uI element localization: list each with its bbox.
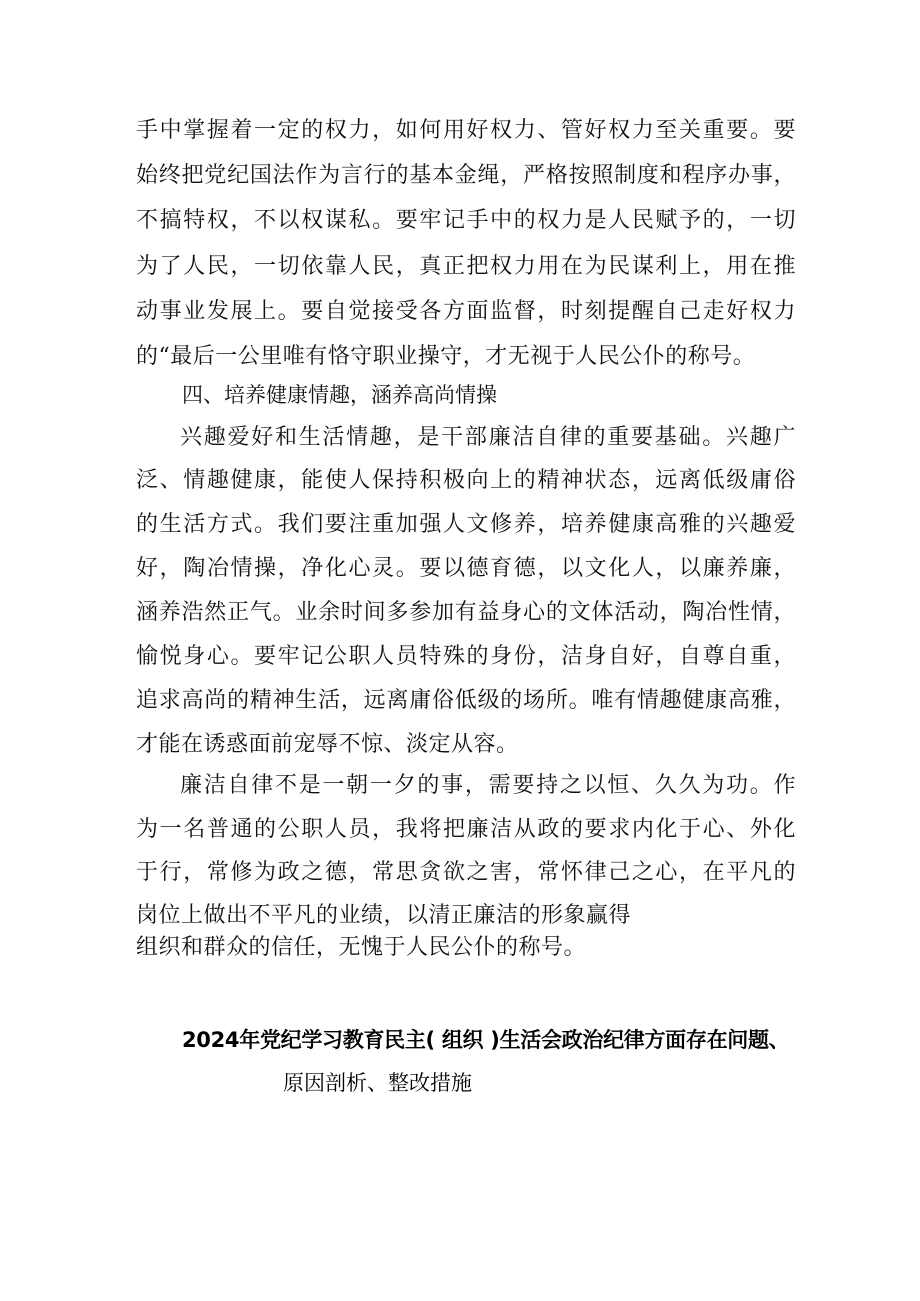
text-line: 为了人民，一切依靠人民，真正把权力用在为民谋利上，用在推 bbox=[136, 254, 796, 279]
text-line: 涵养浩然正气。业余时间多参加有益身心的文体活动，陶冶性情， bbox=[136, 600, 796, 625]
text-line: 的“最后一公里唯有恪守职业操守，才无视于人民公仆的称号。 bbox=[136, 344, 756, 369]
text-line: 追求高尚的精神生活，远离庸俗低级的场所。唯有情趣健康高雅， bbox=[136, 688, 796, 713]
text-line: 才能在诱惑面前宠辱不惊、淡定从容。 bbox=[136, 732, 519, 757]
text-line: 的生活方式。我们要注重加强人文修养，培养健康高雅的兴趣爱 bbox=[136, 512, 796, 537]
text-line: 好，陶冶情操，净化心灵。要以德育德，以文化人，以廉养廉， bbox=[136, 556, 796, 581]
text-line: 始终把党纪国法作为言行的基本金绳，严格按照制度和程序办事， bbox=[136, 163, 796, 188]
text-line: 手中掌握着一定的权力，如何用好权力、管好权力至关重要。要 bbox=[136, 118, 796, 143]
text-line: 为一名普通的公职人员，我将把廉洁从政的要求内化于心、外化 bbox=[136, 817, 796, 842]
text-line: 岗位上做出不平凡的业绩，以清正廉洁的形象赢得 bbox=[136, 903, 632, 928]
section-heading: 四、培养健康情趣，涵养高尚情操 bbox=[182, 383, 497, 407]
document-title-line-1: 2024年党纪学习教育民主( 组织 )生活会政治纪律方面存在问题、 bbox=[182, 1028, 790, 1052]
text-line: 泛、情趣健康，能使人保持积极向上的精神状态，远离低级庸俗 bbox=[136, 468, 796, 493]
text-line: 不搞特权，不以权谋私。要牢记手中的权力是人民赋予的，一切 bbox=[136, 208, 796, 233]
text-line: 组织和群众的信任，无愧于人民公仆的称号。 bbox=[136, 935, 587, 960]
text-line: 于行，常修为政之德，常思贪欲之害，常怀律己之心，在平凡的 bbox=[136, 860, 796, 885]
document-title-line-2: 原因剖析、整改措施 bbox=[283, 1071, 472, 1095]
text-line: 动事业发展上。要自觉接受各方面监督，时刻提醒自己走好权力 bbox=[136, 299, 796, 324]
text-line: 廉洁自律不是一朝一夕的事，需要持之以恒、久久为功。作 bbox=[180, 773, 796, 798]
text-line: 兴趣爱好和生活情趣，是干部廉洁自律的重要基础。兴趣广 bbox=[180, 425, 796, 450]
text-line: 愉悦身心。要牢记公职人员特殊的身份，洁身自好，自尊自重， bbox=[136, 644, 796, 669]
